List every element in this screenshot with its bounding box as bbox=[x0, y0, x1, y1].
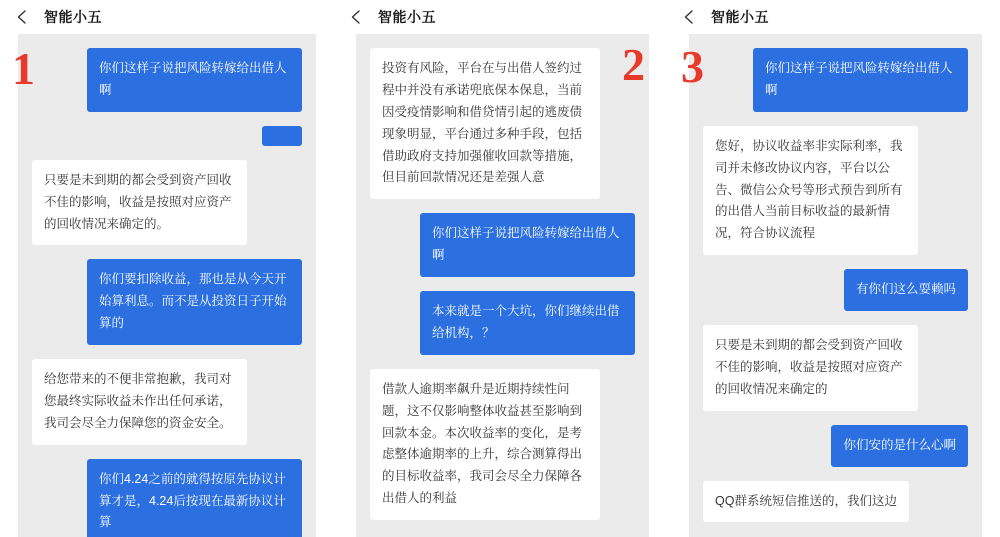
titlebar-3 bbox=[667, 0, 1000, 34]
bot-message-bubble[interactable]: 投资有风险，平台在与出借人签约过程中并没有承诺兜底保本保息，当前因受疫情影响和借贷情引起的逃废债现象明显，平台通过多种手段，包括借助政府支持加强催收回款等措施，但目前回款情况还是差强人意 bbox=[370, 48, 600, 199]
user-message-bubble[interactable]: 你们要扣除收益，那也是从今天开始算利息。而不是从投资日子开始算的 bbox=[87, 259, 302, 345]
message-list-3[interactable] bbox=[689, 34, 982, 537]
message-list-2[interactable] bbox=[356, 34, 649, 537]
chat-screen-2 bbox=[334, 0, 667, 537]
message-row bbox=[703, 481, 968, 523]
user-message-bubble[interactable] bbox=[262, 126, 302, 146]
user-message-bubble[interactable]: 你们这样子说把风险转嫁给出借人啊 bbox=[753, 48, 968, 112]
message-row bbox=[703, 126, 968, 255]
annotation-marker-1: 1 bbox=[12, 43, 35, 94]
titlebar-2 bbox=[334, 0, 667, 34]
annotation-marker-3: 3 bbox=[681, 41, 704, 92]
back-arrow-icon[interactable] bbox=[348, 8, 366, 26]
bot-message-bubble[interactable]: 您好，协议收益率非实际利率，我司并未修改协议内容，平台以公告、微信公众号等形式预告到所有的出借人当前目标收益的最新情况，符合协议流程 bbox=[703, 126, 918, 255]
message-row bbox=[370, 291, 635, 355]
message-row bbox=[32, 160, 302, 246]
message-row bbox=[370, 369, 635, 520]
user-message-bubble[interactable]: 你们这样子说把风险转嫁给出借人啊 bbox=[87, 48, 302, 112]
page-title: 智能小五 bbox=[711, 9, 769, 25]
back-arrow-icon[interactable] bbox=[681, 8, 699, 26]
bot-message-bubble[interactable]: 给您带来的不便非常抱歉，我司对您最终实际收益未作出任何承诺，我司会尽全力保障您的资金安全。 bbox=[32, 359, 247, 445]
annotation-marker-2: 2 bbox=[622, 39, 645, 90]
message-row bbox=[32, 259, 302, 345]
message-row bbox=[370, 213, 635, 277]
page-title: 智能小五 bbox=[378, 9, 436, 25]
message-row bbox=[703, 48, 968, 112]
page-title: 智能小五 bbox=[44, 9, 102, 25]
user-message-bubble[interactable]: 你们4.24之前的就得按原先协议计算才是，4.24后按现在最新协议计算 bbox=[87, 459, 302, 537]
message-row bbox=[370, 48, 635, 199]
message-row bbox=[32, 48, 302, 112]
chat-screen-1 bbox=[0, 0, 334, 537]
bot-message-bubble[interactable]: 只要是未到期的都会受到资产回收不佳的影响，收益是按照对应资产的回收情况来确定的。 bbox=[32, 160, 247, 246]
user-message-bubble[interactable]: 你们安的是什么心啊 bbox=[831, 425, 968, 467]
bot-message-bubble[interactable]: QQ群系统短信推送的，我们这边 bbox=[703, 481, 909, 523]
message-list-1[interactable] bbox=[18, 34, 316, 537]
user-message-bubble[interactable]: 有你们这么耍赖吗 bbox=[844, 269, 968, 311]
titlebar-1 bbox=[0, 0, 334, 34]
message-row bbox=[703, 325, 968, 411]
message-row bbox=[703, 425, 968, 467]
message-row bbox=[32, 126, 302, 146]
user-message-bubble[interactable]: 你们这样子说把风险转嫁给出借人啊 bbox=[420, 213, 635, 277]
back-arrow-icon[interactable] bbox=[14, 8, 32, 26]
message-row bbox=[32, 359, 302, 445]
message-row bbox=[32, 459, 302, 537]
bot-message-bubble[interactable]: 只要是未到期的都会受到资产回收不佳的影响，收益是按照对应资产的回收情况来确定的 bbox=[703, 325, 918, 411]
user-message-bubble[interactable]: 本来就是一个大坑，你们继续出借给机构，？ bbox=[420, 291, 635, 355]
message-row bbox=[703, 269, 968, 311]
chat-screen-3 bbox=[667, 0, 1000, 537]
bot-message-bubble[interactable]: 借款人逾期率飙升是近期持续性问题，这不仅影响整体收益甚至影响到回款本金。本次收益率的变化，是考虑整体逾期率的上升，综合测算得出的目标收益率，我司会尽全力保障各出借人的利益 bbox=[370, 369, 600, 520]
